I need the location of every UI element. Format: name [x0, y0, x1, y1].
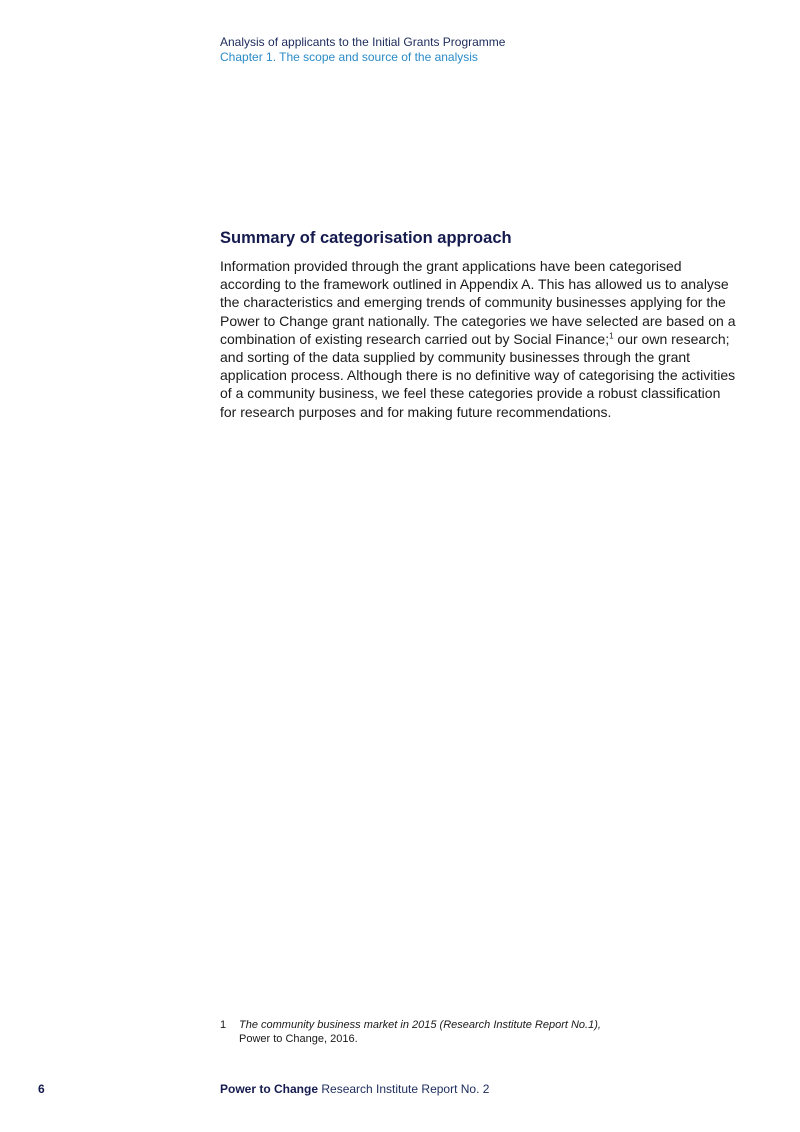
footnote-title: The community business market in 2015 (Research Institute Report No.1),	[239, 1019, 601, 1031]
section-heading: Summary of categorisation approach	[220, 229, 512, 247]
footnote-body	[239, 1018, 601, 1046]
chapter-title: Chapter 1. The scope and source of the analysis	[220, 50, 478, 64]
document-title: Analysis of applicants to the Initial Grants Programme	[220, 35, 506, 49]
body-text-part1: Information provided through the grant applications have been categorised according to the framework outlined in Appendix A. This has allowed us to analyse the characteristics and emerging trends of community businesses applying for the Power to Change grant nationally. The categories we have selected are based on a combination of existing research carried out by Social Finance;	[220, 258, 736, 347]
footnote-number: 1	[220, 1019, 227, 1031]
body-paragraph	[220, 257, 740, 421]
report-line	[220, 1082, 489, 1097]
footnote	[220, 1018, 740, 1046]
running-header	[220, 35, 760, 65]
brand-name: Power to Change	[220, 1082, 319, 1096]
report-label: Research Institute Report No. 2	[318, 1082, 490, 1096]
body-text-part2: our own research; and sorting of the data supplied by community businesses through the grant application process. Although there is no definitive way of categorising the activities of a community business, we feel these categories provide a robust classification for research purposes and for making future recommendations.	[220, 330, 736, 420]
footnote-reference[interactable]: 1	[609, 331, 614, 341]
footnote-publisher: Power to Change, 2016.	[239, 1033, 358, 1045]
summary-section	[220, 227, 740, 421]
page-number: 6	[38, 1082, 45, 1096]
